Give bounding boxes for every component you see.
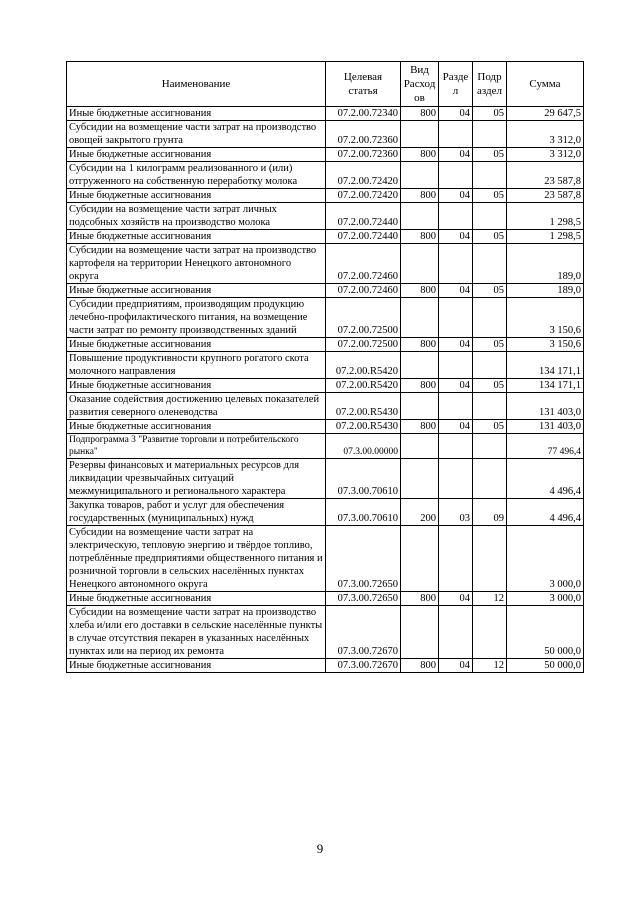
cell-name: Иные бюджетные ассигнования (67, 148, 326, 162)
header-razdel: Разде л (439, 62, 473, 107)
cell-razdel (439, 606, 473, 659)
table-row (67, 379, 584, 393)
cell-name: Иные бюджетные ассигнования (67, 659, 326, 673)
cell-name: Субсидии на возмещение части затрат личных подсобных хозяйств на производство молока (67, 203, 326, 230)
cell-podrazdel (473, 352, 507, 379)
table-row (67, 592, 584, 606)
cell-name: Закупка товаров, работ и услуг для обеспечения государственных (муниципальных) нужд (67, 499, 326, 526)
cell-razdel: 04 (439, 189, 473, 203)
cell-vid: 200 (401, 499, 439, 526)
cell-vid (401, 393, 439, 420)
header-vid: Вид Расход ов (401, 62, 439, 107)
cell-summa: 77 496,4 (507, 434, 584, 459)
cell-summa: 189,0 (507, 284, 584, 298)
cell-podrazdel (473, 121, 507, 148)
cell-name: Иные бюджетные ассигнования (67, 107, 326, 121)
cell-summa: 3 150,6 (507, 298, 584, 338)
table-row (67, 659, 584, 673)
cell-razdel: 04 (439, 659, 473, 673)
cell-podrazdel (473, 393, 507, 420)
cell-code: 07.2.00.72460 (326, 284, 401, 298)
cell-name: Иные бюджетные ассигнования (67, 592, 326, 606)
table-row (67, 162, 584, 189)
cell-code: 07.2.00.72440 (326, 230, 401, 244)
table-row (67, 434, 584, 459)
cell-name: Субсидии на возмещение части затрат на электрическую, тепловую энергию и твёрдое топливо, потреблённые предприятиями общественного питания и розничной торговли в сельских населённых пунктах Ненецкого автономного округа (67, 526, 326, 592)
cell-summa: 3 150,6 (507, 338, 584, 352)
table-row (67, 606, 584, 659)
cell-vid: 800 (401, 107, 439, 121)
cell-vid: 800 (401, 230, 439, 244)
cell-vid (401, 606, 439, 659)
cell-vid (401, 434, 439, 459)
table-body (67, 107, 584, 673)
cell-name: Иные бюджетные ассигнования (67, 189, 326, 203)
cell-vid: 800 (401, 189, 439, 203)
cell-code: 07.2.00.72460 (326, 244, 401, 284)
header-summa: Сумма (507, 62, 584, 107)
cell-code: 07.3.00.72650 (326, 526, 401, 592)
cell-code: 07.2.00.72340 (326, 107, 401, 121)
cell-name: Субсидии на возмещение части затрат на производство овощей закрытого грунта (67, 121, 326, 148)
cell-podrazdel (473, 244, 507, 284)
cell-summa: 50 000,0 (507, 659, 584, 673)
header-code: Целевая статья (326, 62, 401, 107)
cell-code: 07.2.00.72360 (326, 148, 401, 162)
cell-podrazdel (473, 162, 507, 189)
cell-code: 07.2.00.R5420 (326, 352, 401, 379)
table-row (67, 420, 584, 434)
cell-summa: 4 496,4 (507, 499, 584, 526)
cell-podrazdel (473, 434, 507, 459)
cell-name: Иные бюджетные ассигнования (67, 284, 326, 298)
cell-podrazdel (473, 526, 507, 592)
cell-name: Иные бюджетные ассигнования (67, 230, 326, 244)
cell-vid: 800 (401, 592, 439, 606)
header-row (67, 62, 584, 107)
cell-razdel: 04 (439, 284, 473, 298)
cell-podrazdel (473, 459, 507, 499)
cell-vid (401, 203, 439, 230)
cell-vid (401, 162, 439, 189)
cell-razdel: 04 (439, 592, 473, 606)
cell-vid (401, 352, 439, 379)
cell-vid: 800 (401, 420, 439, 434)
cell-name: Субсидии на 1 килограмм реализованного и (или) отгруженного на собственную переработку молока (67, 162, 326, 189)
cell-vid (401, 298, 439, 338)
cell-razdel: 04 (439, 420, 473, 434)
cell-summa: 3 000,0 (507, 526, 584, 592)
cell-name: Иные бюджетные ассигнования (67, 338, 326, 352)
cell-podrazdel: 05 (473, 379, 507, 393)
cell-code: 07.3.00.70610 (326, 459, 401, 499)
table-row (67, 203, 584, 230)
cell-summa: 189,0 (507, 244, 584, 284)
cell-podrazdel (473, 606, 507, 659)
table-row (67, 352, 584, 379)
cell-name: Оказание содействия достижению целевых показателей развития северного оленеводства (67, 393, 326, 420)
table-row (67, 284, 584, 298)
cell-podrazdel: 05 (473, 284, 507, 298)
cell-razdel: 04 (439, 379, 473, 393)
cell-vid: 800 (401, 379, 439, 393)
cell-razdel (439, 203, 473, 230)
cell-razdel (439, 459, 473, 499)
cell-summa: 131 403,0 (507, 393, 584, 420)
cell-code: 07.3.00.72670 (326, 659, 401, 673)
cell-code: 07.2.00.72440 (326, 203, 401, 230)
cell-code: 07.3.00.72650 (326, 592, 401, 606)
cell-summa: 3 000,0 (507, 592, 584, 606)
cell-razdel: 04 (439, 230, 473, 244)
budget-table (66, 61, 584, 673)
cell-vid (401, 459, 439, 499)
cell-razdel (439, 298, 473, 338)
cell-name: Субсидии на возмещение части затрат на производство картофеля на территории Ненецкого автономного округа (67, 244, 326, 284)
cell-vid (401, 244, 439, 284)
cell-code: 07.2.00.R5430 (326, 393, 401, 420)
cell-summa: 23 587,8 (507, 189, 584, 203)
cell-name: Повышение продуктивности крупного рогатого скота молочного направления (67, 352, 326, 379)
cell-razdel (439, 162, 473, 189)
cell-code: 07.3.00.72670 (326, 606, 401, 659)
cell-podrazdel (473, 203, 507, 230)
cell-summa: 23 587,8 (507, 162, 584, 189)
cell-code: 07.3.00.70610 (326, 499, 401, 526)
cell-vid: 800 (401, 338, 439, 352)
cell-summa: 1 298,5 (507, 230, 584, 244)
cell-code: 07.2.00.72500 (326, 338, 401, 352)
cell-razdel (439, 526, 473, 592)
cell-name: Субсидии предприятиям, производящим продукцию лечебно-профилактического питания, на возмещение части затрат по ремонту производственных зданий (67, 298, 326, 338)
cell-podrazdel: 05 (473, 230, 507, 244)
cell-podrazdel (473, 298, 507, 338)
table-row (67, 230, 584, 244)
header-name: Наименование (67, 62, 326, 107)
table-row (67, 338, 584, 352)
cell-podrazdel: 05 (473, 338, 507, 352)
cell-podrazdel: 05 (473, 107, 507, 121)
cell-podrazdel: 09 (473, 499, 507, 526)
cell-summa: 4 496,4 (507, 459, 584, 499)
cell-summa: 3 312,0 (507, 121, 584, 148)
cell-razdel (439, 434, 473, 459)
cell-name: Субсидии на возмещение части затрат на производство хлеба и/или его доставки в сельские населённые пункты в случае отсутствия пекарен в указанных населённых пунктах или на период их ремонта (67, 606, 326, 659)
cell-podrazdel: 12 (473, 592, 507, 606)
cell-summa: 3 312,0 (507, 148, 584, 162)
cell-vid: 800 (401, 284, 439, 298)
table-row (67, 244, 584, 284)
header-podrazdel: Подр аздел (473, 62, 507, 107)
cell-summa: 131 403,0 (507, 420, 584, 434)
table-row (67, 459, 584, 499)
cell-razdel (439, 121, 473, 148)
cell-summa: 1 298,5 (507, 203, 584, 230)
cell-podrazdel: 05 (473, 189, 507, 203)
cell-code: 07.2.00.72420 (326, 189, 401, 203)
cell-name: Подпрограмма 3 "Развитие торговли и потребительского рынка" (67, 434, 326, 459)
cell-razdel (439, 244, 473, 284)
cell-summa: 29 647,5 (507, 107, 584, 121)
cell-razdel: 04 (439, 148, 473, 162)
table-row (67, 499, 584, 526)
page-number: 9 (316, 841, 324, 856)
cell-summa: 134 171,1 (507, 352, 584, 379)
cell-code: 07.2.00.R5420 (326, 379, 401, 393)
cell-vid: 800 (401, 148, 439, 162)
cell-razdel (439, 352, 473, 379)
cell-code: 07.3.00.00000 (326, 434, 401, 459)
cell-podrazdel: 05 (473, 148, 507, 162)
table-row (67, 121, 584, 148)
table-row (67, 298, 584, 338)
cell-name: Иные бюджетные ассигнования (67, 379, 326, 393)
cell-summa: 50 000,0 (507, 606, 584, 659)
table-row (67, 393, 584, 420)
cell-code: 07.2.00.72420 (326, 162, 401, 189)
cell-code: 07.2.00.72360 (326, 121, 401, 148)
cell-razdel (439, 393, 473, 420)
cell-razdel: 03 (439, 499, 473, 526)
cell-name: Резервы финансовых и материальных ресурсов для ликвидации чрезвычайных ситуаций межмуниципального и регионального характера (67, 459, 326, 499)
cell-code: 07.2.00.72500 (326, 298, 401, 338)
cell-vid: 800 (401, 659, 439, 673)
cell-name: Иные бюджетные ассигнования (67, 420, 326, 434)
cell-razdel: 04 (439, 107, 473, 121)
table-row (67, 526, 584, 592)
cell-podrazdel: 05 (473, 420, 507, 434)
cell-summa: 134 171,1 (507, 379, 584, 393)
table-row (67, 107, 584, 121)
cell-podrazdel: 12 (473, 659, 507, 673)
table-row (67, 148, 584, 162)
cell-razdel: 04 (439, 338, 473, 352)
cell-vid (401, 526, 439, 592)
cell-vid (401, 121, 439, 148)
table-row (67, 189, 584, 203)
cell-code: 07.2.00.R5430 (326, 420, 401, 434)
